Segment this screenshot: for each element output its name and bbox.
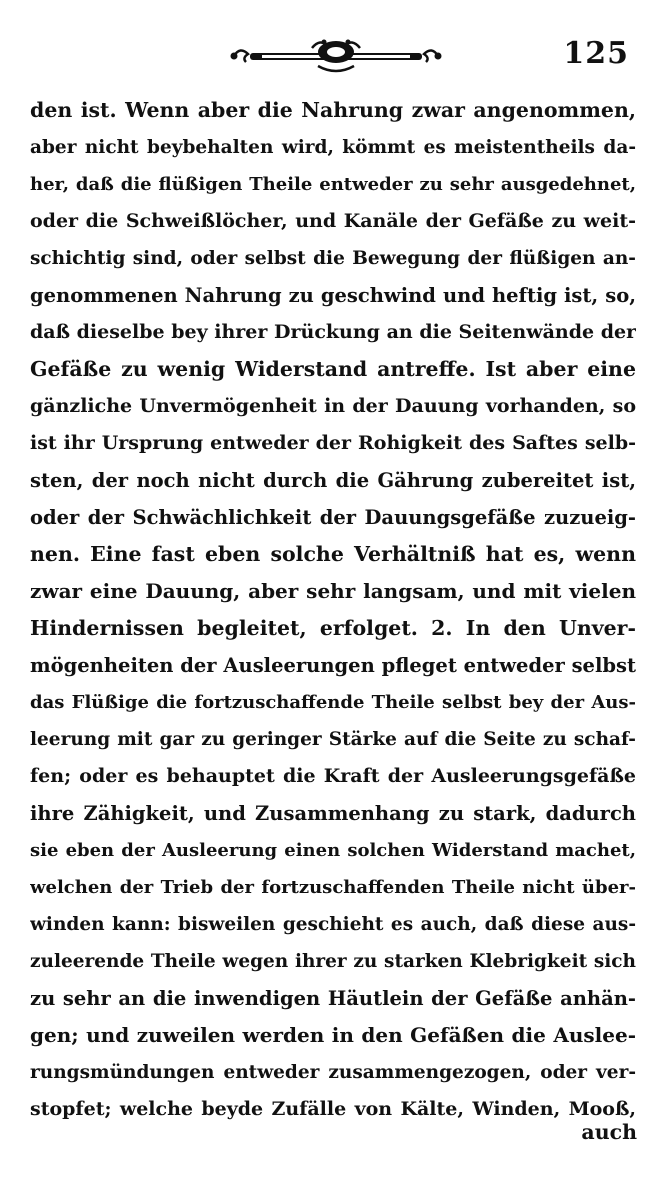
text-line: winden kann: bisweilen geschieht es auch, daß diese aus- xyxy=(30,914,636,935)
catchword: auch xyxy=(581,1120,637,1144)
text-line: leerung mit gar zu geringer Stärke auf die Seite zu schaf- xyxy=(30,729,636,750)
text-line: oder die Schweißlöcher, und Kanäle der Gefäße zu weit- xyxy=(30,210,636,232)
text-line: welchen der Trieb der fortzuschaffenden Theile nicht über- xyxy=(30,877,636,898)
text-line: sie eben der Ausleerung einen solchen Widerstand machet, xyxy=(30,840,636,861)
text-line: Gefäße zu wenig Widerstand antreffe. Ist aber eine xyxy=(30,357,636,381)
text-line: gen; und zuweilen werden in den Gefäßen die Auslee- xyxy=(30,1023,636,1047)
page-header xyxy=(0,28,671,78)
text-line: zu sehr an die inwendigen Häutlein der Gefäße anhän- xyxy=(30,987,636,1010)
text-line: nen. Eine fast eben solche Verhältniß hat es, wenn xyxy=(30,542,636,566)
text-line: den ist. Wenn aber die Nahrung zwar angenommen, xyxy=(30,98,636,122)
text-line: genommenen Nahrung zu geschwind und heftig ist, so, xyxy=(30,284,636,307)
text-line: gänzliche Unvermögenheit in der Dauung vorhanden, so xyxy=(30,395,636,417)
text-line: stopfet; welche beyde Zufälle von Kälte, Winden, Mooß, xyxy=(30,1098,636,1120)
text-line: her, daß die flüßigen Theile entweder zu sehr ausgedehnet, xyxy=(30,174,636,195)
body-text xyxy=(30,92,636,1128)
text-line: das Flüßige die fortzuschaffende Theile selbst bey der Aus- xyxy=(30,692,636,713)
text-line: oder der Schwächlichkeit der Dauungsgefäße zuzueig- xyxy=(30,506,636,529)
text-line: Hindernissen begleitet, erfolget. 2. In den Unver- xyxy=(30,616,636,640)
text-line: sten, der noch nicht durch die Gährung zubereitet ist, xyxy=(30,469,636,492)
text-line: ist ihr Ursprung entweder der Rohigkeit des Saftes selb- xyxy=(30,432,636,454)
text-line: rungsmündungen entweder zusammengezogen, oder ver- xyxy=(30,1062,636,1083)
text-line: fen; oder es behauptet die Kraft der Ausleerungsgefäße xyxy=(30,765,636,787)
decorative-vine-ornament-icon xyxy=(228,38,444,74)
page-number: 125 xyxy=(563,36,629,71)
text-line: schichtig sind, oder selbst die Bewegung der flüßigen an- xyxy=(30,248,636,269)
text-line: zuleerende Theile wegen ihrer zu starken Klebrigkeit sich xyxy=(30,951,636,972)
text-line: daß dieselbe bey ihrer Drückung an die Seitenwände der xyxy=(30,321,636,343)
text-line: ihre Zähigkeit, und Zusammenhang zu stark, dadurch xyxy=(30,802,636,825)
text-line: aber nicht beybehalten wird, kömmt es meistentheils da- xyxy=(30,137,636,158)
text-line: mögenheiten der Ausleerungen pfleget entweder selbst xyxy=(30,654,636,677)
text-line: zwar eine Dauung, aber sehr langsam, und mit vielen xyxy=(30,579,636,603)
